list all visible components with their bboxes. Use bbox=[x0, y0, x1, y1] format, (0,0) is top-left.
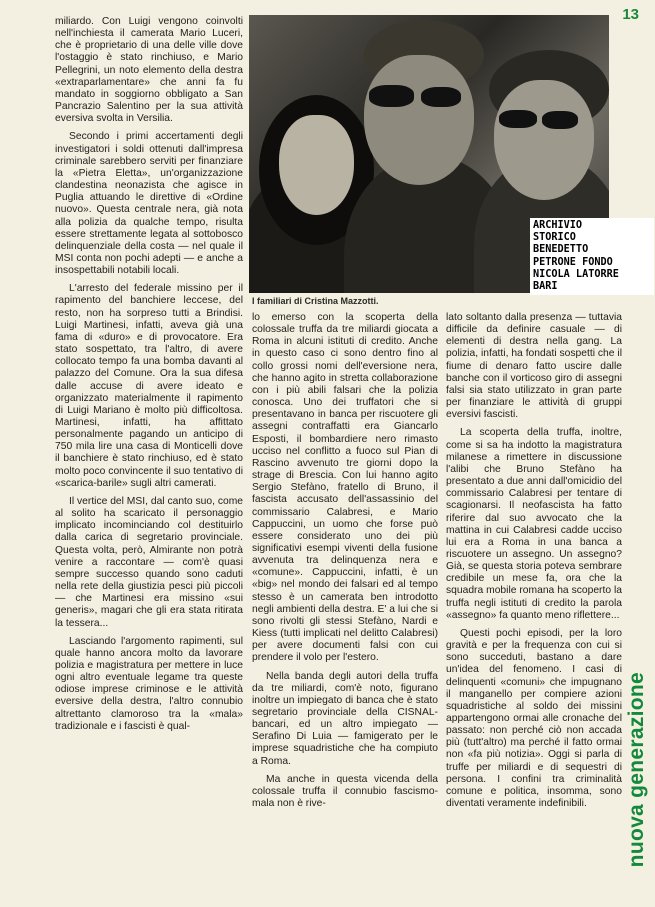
article-column-1 bbox=[55, 16, 243, 904]
paragraph: Questi pochi episodi, per la loro gravità e per la frequenza con cui si sono succeduti, bastano a dare un'idea del fenomeno. I casi di delinquenti «comuni» che impugnano il manganello per compiere azioni squadristiche al soldo dei missini appartengono ormai alle cronache del passato: non perché ciò non accada più (tutt'altro) ma perché il fatto ormai non «fa più notizia». Oggi si parla di truffe per miliardi e di sequestri di persona. I confini tra criminalità comune e politica, insomma, sono diventati veramente indefinibili. bbox=[446, 627, 622, 810]
archive-stamp bbox=[530, 218, 654, 295]
stamp-line: STORICO bbox=[533, 232, 576, 244]
stamp-line: ARCHIVIO bbox=[533, 220, 583, 231]
stamp-line: BARI bbox=[533, 281, 558, 293]
paragraph: Secondo i primi accertamenti degli investigatori i soldi ottenuti dall'impresa criminale sarebbero serviti per finanziare la «Pietra Eletta», un'organizzazione clandestina neonazista che agisce in Puglia attuando le direttive di «Ordine nuovo». Questa centrale nera, già nota alla polizia da qualche tempo, risulta essere strettamente legata al sottobosco delinquenziale della costa — nel quale il MSI conta non pochi adepti — e anche a insospettabili notabili locali. bbox=[55, 131, 243, 277]
paragraph: Il vertice del MSI, dal canto suo, come al solito ha scaricato il personaggio implicato incominciando col destituirlo dalla carica di segretario provinciale. Questa volta, però, Almirante non potrà venire a raccontare — com'è quasi sempre successo quando sono caduti nella rete della giustizia pesci più piccoli — che Martinesi era missino «sui generis», magari che gli era stata ritirata la tessera... bbox=[55, 495, 243, 629]
article-column-2 bbox=[252, 312, 438, 906]
paragraph: L'arresto del federale missino per il rapimento del banchiere leccese, del resto, non ha sorpreso tutti a Brindisi. Luigi Martinesi, infatti, aveva già una fama di «duro» e di provocatore. Era stato sospettato, tra l'altro, di avere collocato tempo fa una bomba davanti al palazzo del Comune. Ora la sua difesa dalle accuse di avere ideato e organizzato materialmente il rapimento di Luigi Mariano è molto più difficoltosa. Martinesi, infatti, ha affittato personalmente pagando un anticipo di 750 mila lire una casa di Monticelli dove il banchiere è stato rinchiuso, ed è stato molto poco convincente il suo tentativo di «scarica-barile» sugli altri camerati. bbox=[55, 283, 243, 489]
paragraph: lo emerso con la scoperta della colossale truffa da tre miliardi giocata a Roma in alcuni istituti di credito. Anche in questo caso ci sono dentro fino al collo grossi nomi dell'eversione nera, che hanno agito in stretta collaborazione con i più abili falsari che la polizia conosca. Uno dei truffatori che si presentavano in banca per riscuotere gli assegni contraffatti era Giancarlo Esposti, il bombardiere nero rimasto ucciso nel conflitto a fuoco sul Pian di Rascino avvenuto tre giorni dopo la strage di Brescia. Con lui hanno agito Sergio Stefàno, fratello di Bruno, il fascista accusato dell'assassinio del commissario Calabresi, e Mario Cappuccini, un uomo che forse può essere considerato uno dei più significativi esempi viventi della fusione avvenuta tra delinquenza nera e «comune». Cappuccini, infatti, è un «big» nel mondo dei falsari ed al tempo stesso è un camerata ben introdotto negli ambienti della destra. E' a lui che si sono rivolti gli stessi Stefàno, Nardi e Kiess (tutti implicati nel delitto Calabresi) per avere documenti falsi con cui prendere il volo per l'estero. bbox=[252, 312, 438, 664]
magazine-title: nuova generazione bbox=[625, 671, 648, 867]
stamp-line: PETRONE FONDO bbox=[533, 256, 613, 268]
stamp-line: NICOLA LATORRE bbox=[533, 268, 619, 280]
paragraph: La scoperta della truffa, inoltre, come si sa ha indotto la magistratura milanese a rimettere in discussione l'alibi che Bruno Stefàno ha presentato a due anni dall'omicidio del commissario Calabresi per tentare di scagionarsi. Il neofascista ha fatto riferire dal suo avvocato che la mattina in cui Calabresi cadde ucciso lui era a Roma in una banca a riscuotere un assegno. Un assegno? Già, se questa storia poteva sembrare credibile un mese fa, ora che la squadra mobile romana ha scoperto la truffa negli istituti di credito la parola «assegno» fa quanto meno riflettere... bbox=[446, 427, 622, 621]
paragraph: Ma anche in questa vicenda della colossale truffa il connubio fascismo-mala non è rive- bbox=[252, 773, 438, 810]
page-number: 13 bbox=[622, 6, 639, 23]
paragraph: lato soltanto dalla presenza — tuttavia difficile da definire casuale — di elementi di destra nella gang. La polizia, infatti, ha fondati sospetti che il fiume di denaro fatto uscire dalle banche con il vorticoso giro di assegni falsi sia stato utilizzato in gran parte per finanziare le attività di gruppi eversivi fascisti. bbox=[446, 312, 622, 421]
paragraph: miliardo. Con Luigi vengono coinvolti nell'inchiesta il camerata Mario Luceri, che è proprietario di una delle ville dove l'ostaggio è stato rinchiuso, e Mario Pellegrini, un noto elemento della destra «extraparlamentare» che anni fa fu mandato in soggiorno obbligato a San Pancrazio Salentino per la sua attività eversiva svolta in Versilia. bbox=[55, 16, 243, 125]
photo-caption: I familiari di Cristina Mazzotti. bbox=[252, 296, 379, 306]
stamp-line: BENEDETTO bbox=[533, 244, 589, 256]
paragraph: Nella banda degli autori della truffa da tre miliardi, com'è noto, figurano inoltre un impiegato di banca che è stato segretario provinciale della CISNAL-bancari, ed un altro impiegato — Serafino Di Luia — famigerato per le imprese squadristiche che ha compiuto a Roma. bbox=[252, 670, 438, 767]
paragraph: Lasciando l'argomento rapimenti, sul quale hanno ancora molto da lavorare polizia e magistratura per mettere in luce ogni altro eventuale legame tra queste odiose imprese criminose e le attività eversive della destra, l'altro connubio altrettanto clamoroso tra la «mala» tradizionale e i fascisti è qual- bbox=[55, 635, 243, 732]
article-column-3 bbox=[446, 312, 622, 906]
